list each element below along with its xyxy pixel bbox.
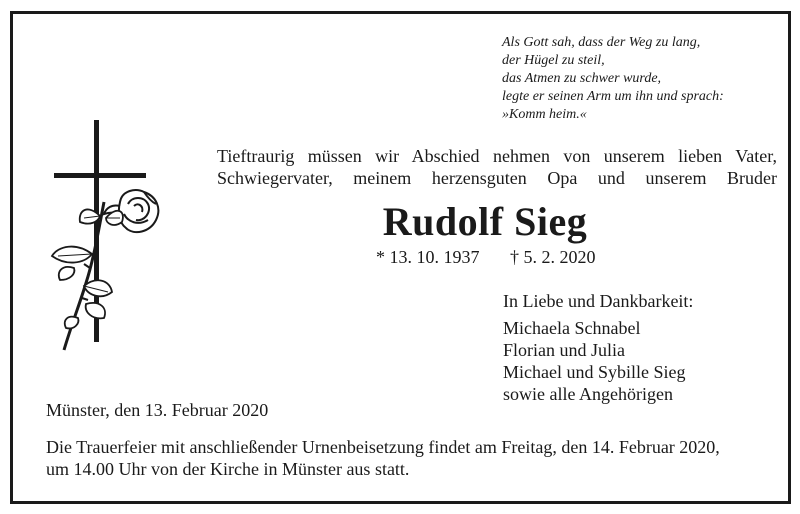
mourner-name: Michaela Schnabel <box>503 318 641 338</box>
poem-line: das Atmen zu schwer wurde, <box>502 71 662 86</box>
deceased-name: Rudolf Sieg <box>382 199 588 244</box>
announcement-line: Schwiegervater, meinem herzensguten Opa und unserem Bruder <box>217 168 777 188</box>
cross-with-rose-icon <box>44 118 174 358</box>
poem-line: »Komm heim.« <box>502 107 587 122</box>
death-date: † 5. 2. 2020 <box>510 247 596 267</box>
announcement-text <box>217 145 777 189</box>
mourner-name: Florian und Julia <box>503 340 625 360</box>
mourner-name: sowie alle Angehörigen <box>503 384 673 404</box>
mourners-heading: In Liebe und Dankbarkeit: <box>503 291 694 311</box>
service-line: um 14.00 Uhr von der Kirche in Münster aus statt. <box>46 459 410 479</box>
funeral-service-info <box>46 436 766 480</box>
poem-line: Als Gott sah, dass der Weg zu lang, <box>502 35 701 50</box>
poem-line: der Hügel zu steil, <box>502 53 605 68</box>
announcement-line: Tieftraurig müssen wir Abschied nehmen von unserem lieben Vater, <box>217 146 777 166</box>
birth-date: * 13. 10. 1937 <box>376 247 480 267</box>
mourner-name: Michael und Sybille Sieg <box>503 362 686 382</box>
poem-line: legte er seinen Arm um ihn und sprach: <box>502 89 724 104</box>
life-dates <box>376 246 596 268</box>
service-line: Die Trauerfeier mit anschließender Urnenbeisetzung findet am Freitag, den 14. Februar 2020, <box>46 437 720 457</box>
mourners-list <box>503 317 685 405</box>
place-and-date: Münster, den 13. Februar 2020 <box>46 400 269 420</box>
memorial-poem <box>502 34 772 124</box>
